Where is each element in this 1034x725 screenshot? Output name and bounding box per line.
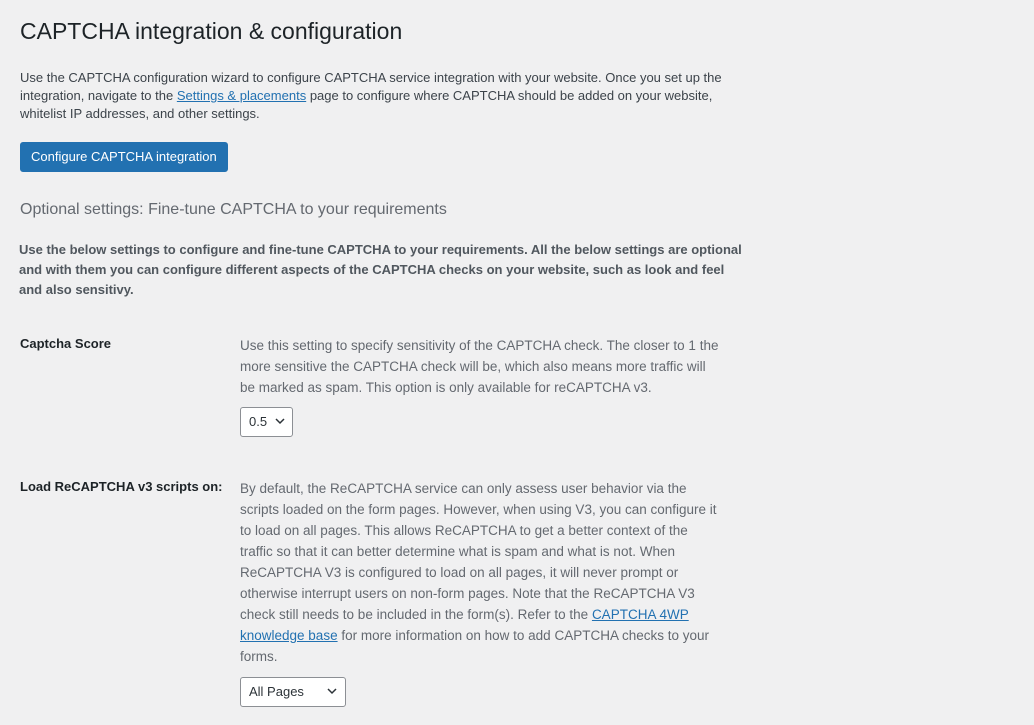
chevron-down-icon: [275, 416, 285, 426]
optional-settings-description: Use the below settings to configure and fine-tune CAPTCHA to your requirements. All the below settings are optional and with them you can configure different aspects of the CAPTCHA checks on your website, such as look and feel and also sensitivy.: [19, 242, 742, 297]
load-scripts-select[interactable]: [240, 677, 346, 707]
load-scripts-description-before: By default, the ReCAPTCHA service can only assess user behavior via the scripts loaded on the form pages. However, when using V3, you can configure it to load on all pages. This allows ReCAPTCHA to get a better context of the traffic so that it can better determine what is spam and what is not. When ReCAPTCHA V3 is configured to load on all pages, it will never prompt or otherwise interrupt users on non-form pages. Note that the ReCAPTCHA V3 check still needs to be included in the form(s). Refer to the: [240, 481, 717, 622]
page-title: CAPTCHA integration & configuration: [20, 18, 403, 44]
captcha-score-label: Captcha Score: [20, 336, 112, 351]
configure-captcha-button[interactable]: Configure CAPTCHA integration: [20, 142, 228, 172]
knowledge-base-link[interactable]: CAPTCHA 4WP knowledge base: [240, 607, 689, 643]
load-scripts-description-after: for more information on how to add CAPTCHA checks to your forms.: [240, 628, 709, 664]
captcha-score-select[interactable]: [240, 407, 293, 437]
captcha-score-selected: 0.5: [249, 414, 268, 429]
settings-placements-link[interactable]: Settings & placements: [176, 88, 307, 103]
intro-text-before: Use the CAPTCHA configuration wizard to configure CAPTCHA service integration with your website. Once you set up the integration, navigate to the: [20, 70, 722, 103]
load-scripts-label: Load ReCAPTCHA v3 scripts on:: [20, 479, 223, 494]
intro-text: [20, 69, 740, 123]
captcha-score-description: Use this setting to specify sensitivity of the CAPTCHA check. The closer to 1 the more sensitive the CAPTCHA check will be, which also means more traffic will be marked as spam. This option is only available for reCAPTCHA v3.: [240, 338, 719, 395]
load-scripts-selected: All Pages: [249, 684, 304, 699]
chevron-down-icon: [327, 686, 337, 696]
optional-settings-title: Optional settings: Fine-tune CAPTCHA to your requirements: [20, 201, 447, 218]
intro-text-after: page to configure where CAPTCHA should be added on your website, whitelist IP addresses, and other settings.: [20, 88, 713, 121]
load-scripts-description: [240, 478, 720, 667]
